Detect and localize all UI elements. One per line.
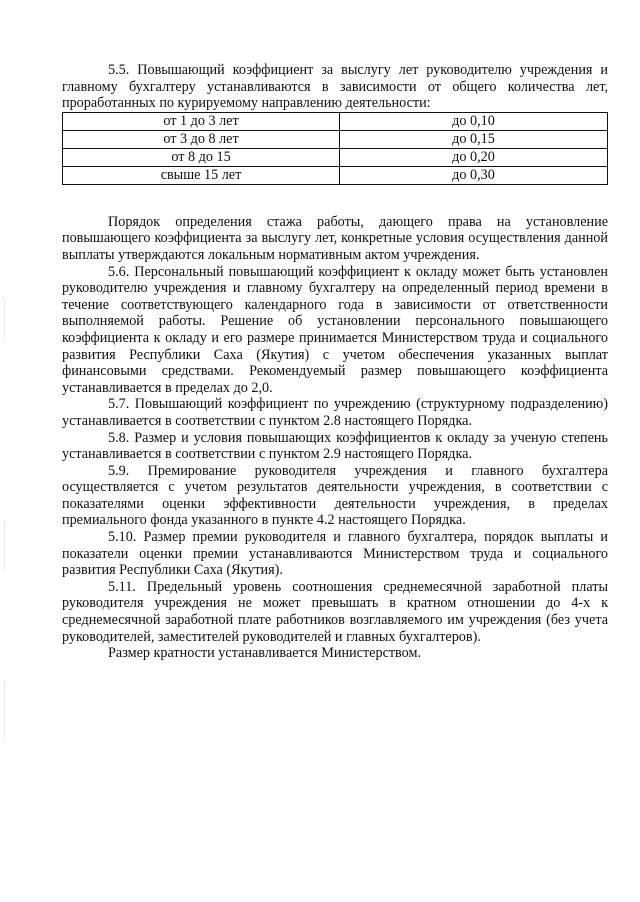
table-cell-range: свыше 15 лет	[63, 166, 340, 184]
paragraph-final: Размер кратности устанавливается Министерством.	[108, 645, 422, 662]
scan-edge-artifact	[4, 300, 6, 340]
scan-edge-artifact	[4, 680, 6, 740]
paragraph-5-5: 5.5. Повышающий коэффициент за выслугу лет руководителю учреждения и главному бухгалтеру устанавливаются в зависимости от общего количества лет, проработанных по курируемому направлению деятельности:	[62, 62, 608, 112]
scan-edge-artifact	[4, 520, 6, 570]
table-cell-value: до 0,30	[340, 166, 608, 184]
table-cell-range: от 8 до 15	[63, 148, 340, 166]
table-row	[63, 130, 608, 148]
paragraph-5-9: 5.9. Премирование руководителя учреждения и главного бухгалтера осуществляется с учетом результатов деятельности учреждения, в соответствии с показателями оценки эффективности деятельности учреждения, в пределах премиального фонда указанного в пункте 4.2 настоящего Порядка.	[62, 462, 608, 529]
table-cell-value: до 0,10	[340, 112, 608, 130]
table-cell-value: до 0,15	[340, 130, 608, 148]
paragraph-5-11: 5.11. Предельный уровень соотношения среднемесячной заработной платы руководителя учреждения не может превышать в кратном отношении до 4-х к среднемесячной заработной плате работников возглавляемого им учреждения (без учета руководителей, заместителей руководителей и главных бухгалтеров).	[62, 578, 608, 645]
table-row	[63, 112, 608, 130]
seniority-coefficient-table	[62, 112, 608, 185]
table-cell-range: от 3 до 8 лет	[63, 130, 340, 148]
table-cell-value: до 0,20	[340, 148, 608, 166]
document-page	[62, 62, 608, 662]
paragraph-5-6: 5.6. Персональный повышающий коэффициент к окладу может быть установлен руководителю учреждения и главному бухгалтеру на определенный период времени в течение соответствующего календарного года в зависимости от ответственности выполняемой работы. Решение об установлении персонального повышающего коэффициента к окладу и его размере принимается Министерством труда и социального развития Республики Саха (Якутия) с учетом обеспечения указанных выплат финансовыми средствами. Рекомендуемый размер повышающего коэффициента устанавливается в пределах до 2,0.	[62, 263, 608, 396]
paragraph-5-7: 5.7. Повышающий коэффициент по учреждению (структурному подразделению) устанавливается в соответствии с пунктом 2.8 настоящего Порядка.	[62, 396, 608, 429]
table-row	[63, 166, 608, 184]
paragraph-5-8: 5.8. Размер и условия повышающих коэффициентов к окладу за ученую степень устанавливается в соответствии с пунктом 2.9 настоящего Порядка.	[62, 429, 608, 463]
table-cell-range: от 1 до 3 лет	[63, 112, 340, 130]
paragraph-5-10: 5.10. Размер премии руководителя и главного бухгалтера, порядок выплаты и показатели оценки премии устанавливаются Министерством труда и социального развития Республики Саха (Якутия).	[62, 529, 608, 579]
paragraph-order: Порядок определения стажа работы, дающего права на установление повышающего коэффициента за выслугу лет, конкретные условия осуществления данной выплаты утверждаются локальным нормативным актом учреждения.	[62, 213, 608, 263]
table-row	[63, 148, 608, 166]
